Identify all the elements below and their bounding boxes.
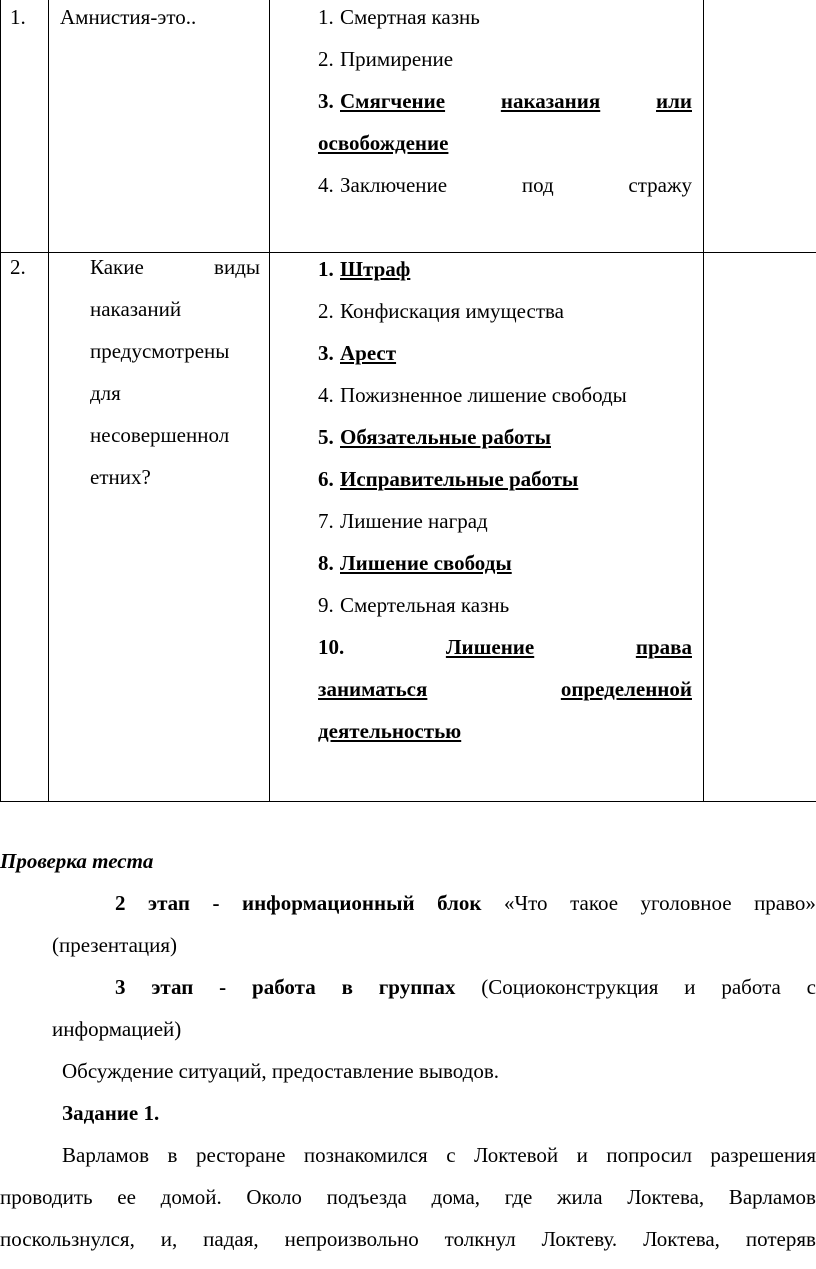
word: блок <box>437 891 482 915</box>
answer-text: Арест <box>340 341 397 365</box>
question-line <box>90 246 260 288</box>
question: Амнистия-это.. <box>60 5 197 29</box>
answer-item-correct <box>318 248 692 290</box>
answer-number: 8. <box>318 551 334 575</box>
answer-text: Лишение наград <box>340 509 488 533</box>
task-paragraph-line <box>62 1134 816 1176</box>
stage-2-line <box>115 882 816 924</box>
answer-number: 5. <box>318 425 334 449</box>
word: потеряв <box>745 1227 816 1251</box>
answer-text <box>340 164 692 206</box>
answer-text <box>340 80 692 122</box>
word: 2 <box>115 891 126 915</box>
word: наказания <box>500 89 601 113</box>
word: определенной <box>560 677 692 701</box>
word: домой. <box>160 1185 222 1209</box>
table-col-divider <box>269 0 270 802</box>
word: где <box>504 1185 533 1209</box>
answer-text: Смертная казнь <box>340 5 480 29</box>
answer-text: Примирение <box>340 47 454 71</box>
question-line: етних? <box>90 465 151 489</box>
answer-item <box>318 0 692 38</box>
answer-text: Пожизненное лишение свободы <box>340 383 627 407</box>
table-border-left <box>0 0 1 802</box>
stage-2-text <box>115 882 816 924</box>
word: ее <box>117 1185 136 1209</box>
word: разрешения <box>710 1143 816 1167</box>
stage-3-continuation: информацией) <box>52 1017 182 1041</box>
answer-text: Смертельная казнь <box>340 593 510 617</box>
word: Лишение <box>445 635 535 659</box>
answer-item <box>318 290 692 332</box>
word: Локтева, <box>627 1185 705 1209</box>
word: Локтеву. <box>541 1227 618 1251</box>
answer-number: 2. <box>318 47 334 71</box>
word: попросил <box>606 1143 692 1167</box>
section-heading: Проверка теста <box>0 849 154 873</box>
discussion-text: Обсуждение ситуаций, предоставление выводов. <box>62 1059 499 1083</box>
answer-number: 1. <box>318 257 334 281</box>
word: проводить <box>0 1185 93 1209</box>
word: работа <box>252 975 316 999</box>
question-line: предусмотрены <box>90 339 230 363</box>
word: Какие <box>90 255 144 279</box>
question-line: для <box>90 381 121 405</box>
answer-list <box>318 248 692 752</box>
answer-text-continuation: освобождение <box>318 131 449 155</box>
word: этап <box>148 891 190 915</box>
word: Варламов <box>62 1143 150 1167</box>
word: работа <box>721 975 781 999</box>
table-col-divider <box>48 0 49 802</box>
answer-number: 4. <box>318 173 334 197</box>
word: и <box>684 975 696 999</box>
word: с <box>806 975 816 999</box>
word: толкнул <box>444 1227 516 1251</box>
question-line: наказаний <box>90 297 182 321</box>
word: непроизвольно <box>284 1227 419 1251</box>
row-number: 1. <box>10 5 26 29</box>
word: познакомился <box>303 1143 428 1167</box>
word: права <box>635 635 692 659</box>
answer-number: 6. <box>318 467 334 491</box>
word: этап <box>151 975 194 999</box>
answer-number: 3. <box>318 89 334 113</box>
word: «Что <box>504 891 548 915</box>
word: подъезда <box>326 1185 407 1209</box>
answer-item-correct <box>318 416 692 458</box>
word: заниматься <box>318 677 428 701</box>
word: - <box>219 975 227 999</box>
answer-text: Штраф <box>340 257 411 281</box>
answer-number: 7. <box>318 509 334 533</box>
word: информационный <box>241 891 415 915</box>
stage-2-continuation: (презентация) <box>52 933 178 957</box>
word: группах <box>378 975 456 999</box>
word: поскользнулся, <box>0 1227 135 1251</box>
word: - <box>212 891 220 915</box>
word: право» <box>754 891 816 915</box>
answer-item <box>318 38 692 80</box>
word: Варламов <box>728 1185 816 1209</box>
task-paragraph-line <box>0 1176 816 1218</box>
table-border-bottom <box>0 801 816 802</box>
word: Локтевой <box>474 1143 559 1167</box>
word: Смягчение <box>340 89 446 113</box>
answer-number: 3. <box>318 341 334 365</box>
word: Около <box>246 1185 302 1209</box>
answer-item-correct <box>318 626 692 668</box>
answer-number: 10. <box>318 635 345 659</box>
answer-text-continuation: деятельностью <box>318 719 462 743</box>
word: Заключение <box>340 173 448 197</box>
word: уголовное <box>640 891 732 915</box>
answer-list <box>318 0 692 206</box>
word: или <box>656 89 692 113</box>
stage-3-text <box>115 966 816 1008</box>
answer-item-correct <box>318 80 692 122</box>
word: 3 <box>115 975 126 999</box>
word: и <box>576 1143 588 1167</box>
answer-text: Конфискация имущества <box>340 299 564 323</box>
answer-text-continuation <box>318 668 692 710</box>
word: жила <box>557 1185 603 1209</box>
answer-text: Лишение свободы <box>340 551 512 575</box>
task-paragraph-line <box>0 1218 816 1260</box>
word: (Социоконструкция <box>481 975 659 999</box>
answer-number: 1. <box>318 5 334 29</box>
word: стражу <box>628 173 692 197</box>
word: под <box>521 173 554 197</box>
word: в <box>341 975 353 999</box>
word: с <box>446 1143 456 1167</box>
answer-item <box>318 164 692 206</box>
word: ресторане <box>195 1143 286 1167</box>
row-number: 2. <box>10 255 26 279</box>
table-col-divider <box>703 0 704 802</box>
word: дома, <box>431 1185 481 1209</box>
answer-text: Обязательные работы <box>340 425 551 449</box>
word: в <box>167 1143 178 1167</box>
answer-number: 9. <box>318 593 334 617</box>
word: такое <box>570 891 619 915</box>
answer-number: 2. <box>318 299 334 323</box>
answer-item-correct <box>318 458 692 500</box>
question-line: несовершеннол <box>90 423 230 447</box>
answer-item <box>318 500 692 542</box>
answer-text: Исправительные работы <box>340 467 579 491</box>
task-heading: Задание 1. <box>62 1101 160 1125</box>
question <box>90 246 260 498</box>
answer-item-correct <box>318 542 692 584</box>
word: и, <box>160 1227 178 1251</box>
answer-item <box>318 584 692 626</box>
answer-item-correct <box>318 332 692 374</box>
word: падая, <box>203 1227 259 1251</box>
word: виды <box>214 255 260 279</box>
answer-number: 4. <box>318 383 334 407</box>
stage-3-line <box>115 966 816 1008</box>
answer-item <box>318 374 692 416</box>
word: Локтева, <box>643 1227 720 1251</box>
